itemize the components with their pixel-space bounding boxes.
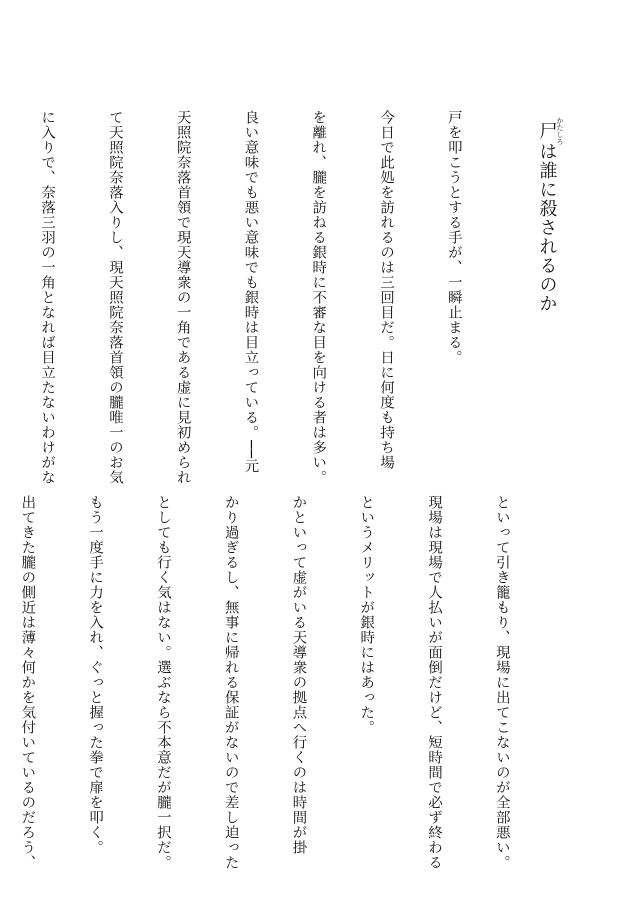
text-line: かり過ぎるし、無事に帰れる保証がないので差し迫った <box>222 495 239 870</box>
title-kanji-with-ruby <box>536 117 564 145</box>
text-line: もう一度手に力を入れ、ぐっと握った拳で扉を叩く。 <box>87 495 104 855</box>
text-line: を離れ、朧を訪ねる銀時に不審な目を向ける者は多い。 <box>310 110 327 485</box>
text-line: 天照院奈落首領で現天導衆の一角である虚に見初められ <box>174 110 191 485</box>
text-line: て天照院奈落入りし、現天照院奈落首領の朧唯一のお気 <box>106 110 123 485</box>
text-line: 現場は現場で人払いが面倒だけど、短時間で必ず終わる <box>426 495 443 870</box>
title-rest: は誰に殺されるのか <box>536 142 558 313</box>
text-line: 今日で此処を訪れるのは三回目だ。日に何度も持ち場 <box>378 110 395 470</box>
text-line: 戸を叩こうとする手が、一瞬止まる。 <box>445 110 462 365</box>
title-ruby: かたしろ <box>556 117 564 145</box>
text-line: かといって虚がいる天導衆の拠点へ行くのは時間が掛 <box>290 495 307 855</box>
text-line: 良い意味でも悪い意味でも銀時は目立っている。──元 <box>242 110 259 474</box>
chapter-title <box>534 117 565 313</box>
text-line: というメリットが銀時にはあった。 <box>358 495 375 735</box>
text-line: といって引き籠もり、現場に出てこないのが全部悪い。 <box>493 495 510 870</box>
lower-text-block <box>0 495 558 870</box>
upper-text-block <box>0 110 510 485</box>
text-line: に入りで、奈落三羽の一角となれば目立たないわけがな <box>39 110 56 485</box>
text-line: 出てきた朧の側近は薄々何かを気付いているのだろう、 <box>19 495 36 870</box>
title-kanji: 尸 <box>536 117 558 145</box>
text-line: としても行く気はない。選ぶなら不本意だが朧一択だ。 <box>154 495 171 870</box>
